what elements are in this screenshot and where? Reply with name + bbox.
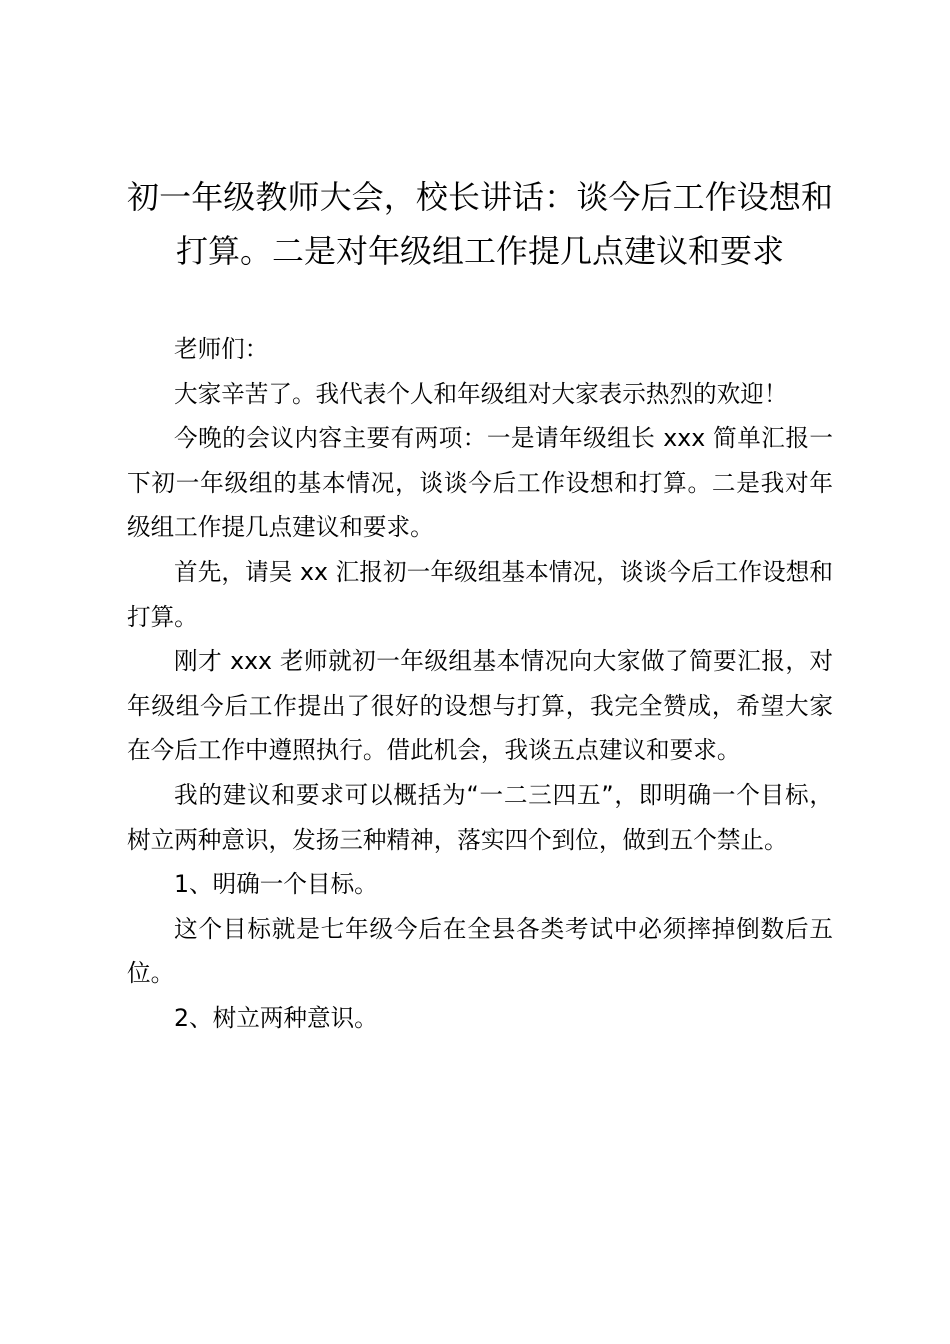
document-title: 初一年级教师大会，校长讲话：谈今后工作设想和打算。二是对年级组工作提几点建议和要求: [127, 178, 833, 270]
paragraph-report-request: 首先，请吴 xx 汇报初一年级组基本情况，谈谈今后工作设想和打算。: [127, 557, 833, 631]
paragraph-point-1-heading: 1、明确一个目标。: [174, 870, 378, 899]
paragraph-point-2-heading: 2、树立两种意识。: [174, 1003, 378, 1032]
paragraph-summary: 我的建议和要求可以概括为“一二三四五”，即明确一个目标，树立两种意识，发扬三种精神，落实四个到位，做到五个禁止。: [127, 780, 833, 854]
paragraph-agenda: 今晚的会议内容主要有两项：一是请年级组长 xxx 简单汇报一下初一年级组的基本情况，谈谈今后工作设想和打算。二是我对年级组工作提几点建议和要求。: [127, 424, 833, 542]
document-body: [127, 327, 833, 1041]
paragraph-point-1-body: 这个目标就是七年级今后在全县各类考试中必须摔掉倒数后五位。: [127, 914, 833, 988]
paragraph-salutation: 老师们：: [174, 335, 269, 363]
paragraph-greeting: 大家辛苦了。我代表个人和年级组对大家表示热烈的欢迎！: [174, 379, 788, 408]
paragraph-response: 刚才 xxx 老师就初一年级组基本情况向大家做了简要汇报，对年级组今后工作提出了很好的设想与打算，我完全赞成，希望大家在今后工作中遵照执行。借此机会，我谈五点建议和要求。: [127, 647, 833, 765]
